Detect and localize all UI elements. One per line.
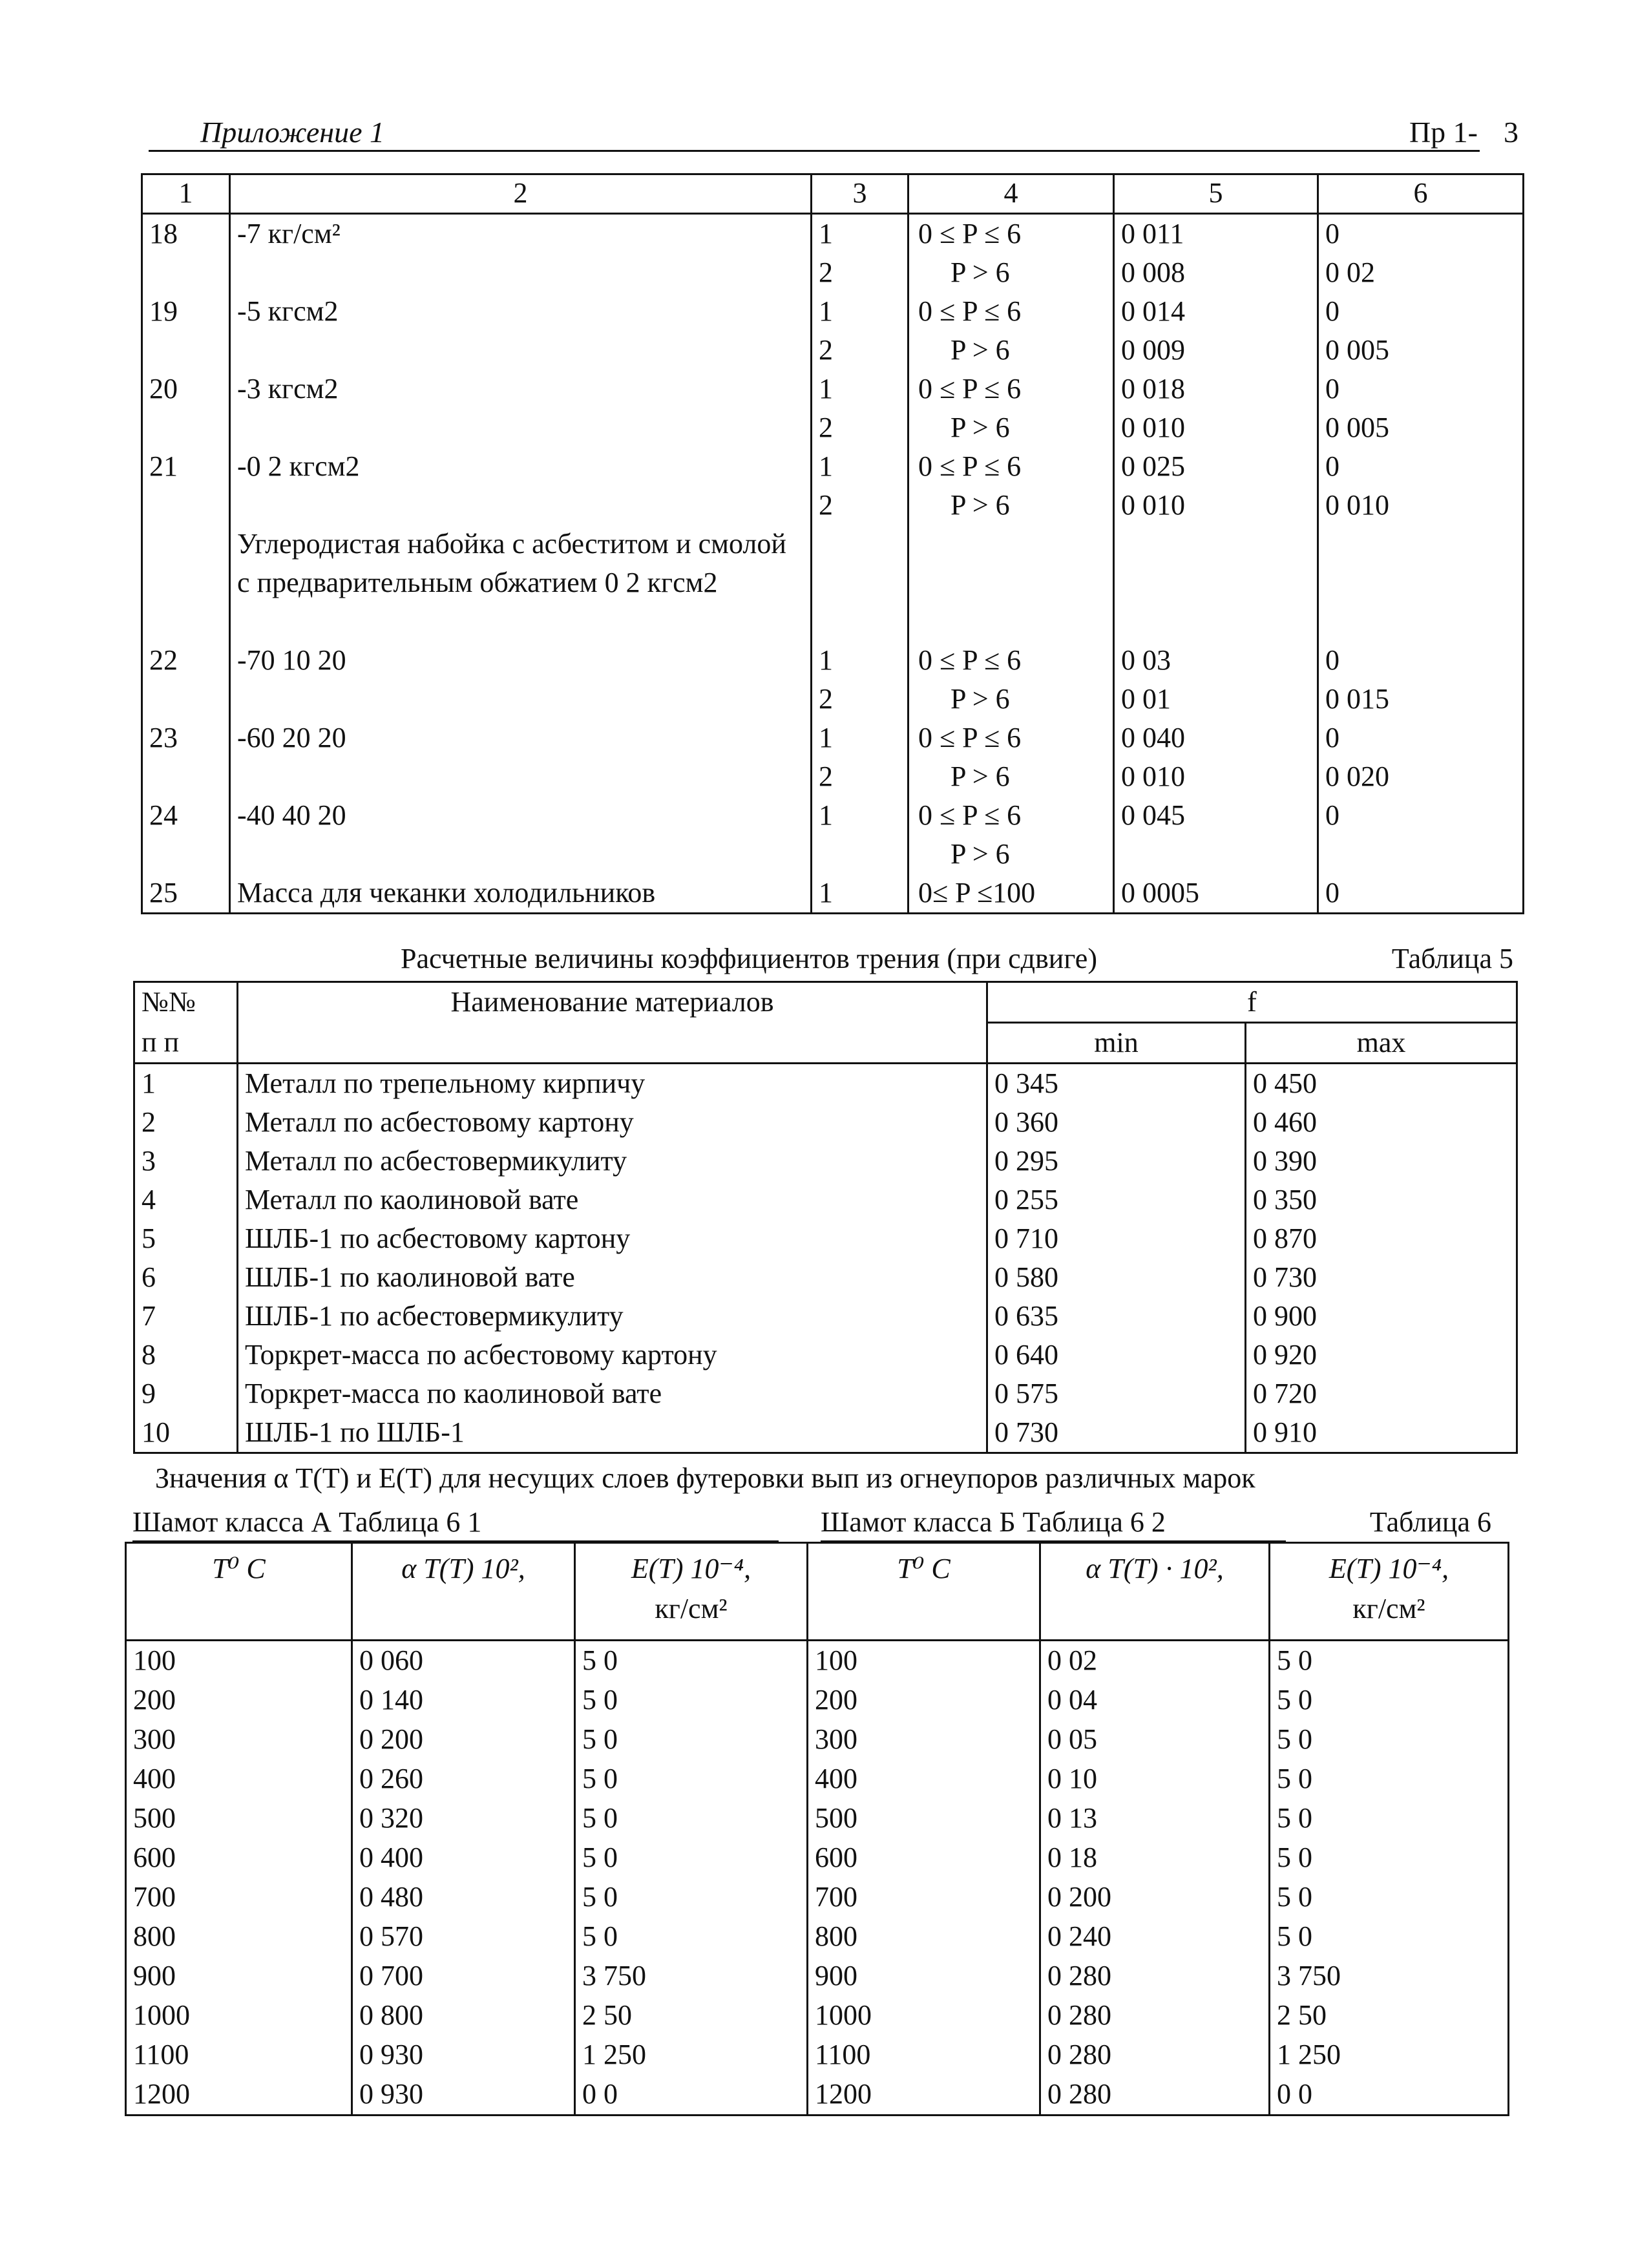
coefficient-b: 0 005 bbox=[1318, 408, 1524, 447]
f-max: 0 730 bbox=[1246, 1258, 1517, 1297]
temperature-b: 600 bbox=[808, 1838, 1040, 1878]
row-number bbox=[142, 680, 230, 719]
row-number: 22 bbox=[142, 641, 230, 680]
pressure-range: P > 6 bbox=[909, 253, 1114, 292]
coefficient-a: 0 009 bbox=[1114, 331, 1318, 370]
temperature-b: 500 bbox=[808, 1799, 1040, 1838]
f-max: 0 900 bbox=[1246, 1297, 1517, 1336]
table-header-row bbox=[126, 1543, 1509, 1641]
modulus-a: 5 0 bbox=[575, 1878, 808, 1917]
head-e-a-text: E(T) 10⁻⁴, bbox=[631, 1553, 751, 1584]
head-alpha-b: α T(T) · 10², bbox=[1040, 1543, 1270, 1641]
modulus-b: 5 0 bbox=[1270, 1641, 1509, 1681]
head-f: f bbox=[987, 982, 1517, 1023]
temperature-a: 100 bbox=[126, 1641, 352, 1681]
temperature-a: 500 bbox=[126, 1799, 352, 1838]
table6-label: Таблица 6 bbox=[1369, 1506, 1491, 1538]
row-number bbox=[142, 757, 230, 796]
head-max: max bbox=[1246, 1023, 1517, 1064]
table-row bbox=[142, 486, 1524, 525]
temperature-a: 1100 bbox=[126, 2035, 352, 2075]
table-row bbox=[134, 1336, 1517, 1374]
modulus-a: 0 0 bbox=[575, 2075, 808, 2116]
table-row bbox=[142, 370, 1524, 408]
head-min: min bbox=[987, 1023, 1246, 1064]
coefficient-a bbox=[1114, 525, 1318, 641]
row-number bbox=[142, 486, 230, 525]
material-name bbox=[230, 757, 812, 796]
table-row bbox=[142, 525, 1524, 641]
mode-index: 1 bbox=[812, 370, 909, 408]
table-row bbox=[142, 214, 1524, 254]
coefficient-b bbox=[1318, 835, 1524, 874]
table-row bbox=[126, 1720, 1509, 1759]
row-number: 21 bbox=[142, 447, 230, 486]
pressure-range: P > 6 bbox=[909, 680, 1114, 719]
f-max: 0 720 bbox=[1246, 1374, 1517, 1413]
table-row bbox=[142, 796, 1524, 835]
table-row bbox=[126, 1917, 1509, 1957]
head-temp-b: T⁰ C bbox=[808, 1543, 1040, 1641]
modulus-b: 1 250 bbox=[1270, 2035, 1509, 2075]
modulus-b: 5 0 bbox=[1270, 1720, 1509, 1759]
modulus-a: 5 0 bbox=[575, 1759, 808, 1799]
pressure-range: P > 6 bbox=[909, 331, 1114, 370]
table-row bbox=[134, 1103, 1517, 1142]
temperature-a: 800 bbox=[126, 1917, 352, 1957]
f-max: 0 450 bbox=[1246, 1064, 1517, 1104]
alpha-a: 0 700 bbox=[352, 1957, 575, 1996]
header-rule bbox=[149, 150, 1480, 152]
coefficient-a: 0 011 bbox=[1114, 214, 1318, 254]
f-max: 0 390 bbox=[1246, 1142, 1517, 1181]
temperature-a: 900 bbox=[126, 1957, 352, 1996]
row-number: 8 bbox=[134, 1336, 238, 1374]
table-row bbox=[126, 1681, 1509, 1720]
head-name: Наименование материалов bbox=[238, 982, 987, 1023]
temperature-a: 400 bbox=[126, 1759, 352, 1799]
temperature-b: 800 bbox=[808, 1917, 1040, 1957]
col-header-4: 4 bbox=[909, 174, 1114, 214]
thermal-properties-table bbox=[125, 1542, 1509, 2116]
coefficient-a: 0 010 bbox=[1114, 408, 1318, 447]
temperature-a: 200 bbox=[126, 1681, 352, 1720]
coefficient-b: 0 bbox=[1318, 214, 1524, 254]
material-name: Углеродистая набойка с асбеститом и смолой с предварительным обжатием 0 2 кгсм2 bbox=[230, 525, 812, 641]
temperature-b: 1200 bbox=[808, 2075, 1040, 2116]
mode-index: 2 bbox=[812, 680, 909, 719]
table-header-row bbox=[142, 174, 1524, 214]
f-max: 0 460 bbox=[1246, 1103, 1517, 1142]
mode-index: 1 bbox=[812, 874, 909, 914]
material-name: -3 кгсм2 bbox=[230, 370, 812, 408]
alpha-b: 0 240 bbox=[1040, 1917, 1270, 1957]
row-number: 23 bbox=[142, 719, 230, 757]
coefficient-b: 0 bbox=[1318, 874, 1524, 914]
f-min: 0 255 bbox=[987, 1181, 1246, 1219]
head-num-2: п п bbox=[134, 1023, 238, 1064]
mode-index: 1 bbox=[812, 214, 909, 254]
material-pair: Торкрет-масса по каолиновой вате bbox=[238, 1374, 987, 1413]
modulus-a: 5 0 bbox=[575, 1720, 808, 1759]
coefficient-b: 0 02 bbox=[1318, 253, 1524, 292]
col-header-2: 2 bbox=[230, 174, 812, 214]
coefficient-b: 0 bbox=[1318, 370, 1524, 408]
material-pair: Металл по каолиновой вате bbox=[238, 1181, 987, 1219]
table-row bbox=[126, 2035, 1509, 2075]
table-row bbox=[126, 1799, 1509, 1838]
pressure-range: 0 ≤ P ≤ 6 bbox=[909, 292, 1114, 331]
table-row bbox=[126, 1759, 1509, 1799]
pressure-range: P > 6 bbox=[909, 835, 1114, 874]
table-row bbox=[134, 1142, 1517, 1181]
f-min: 0 345 bbox=[987, 1064, 1246, 1104]
pressure-range: 0≤ P ≤100 bbox=[909, 874, 1114, 914]
page-number: 3 bbox=[1504, 116, 1518, 149]
f-min: 0 730 bbox=[987, 1413, 1246, 1453]
mode-index: 2 bbox=[812, 253, 909, 292]
page-ref-label: Пр 1- bbox=[1409, 116, 1478, 149]
row-number: 9 bbox=[134, 1374, 238, 1413]
table-row bbox=[142, 253, 1524, 292]
row-number: 2 bbox=[134, 1103, 238, 1142]
modulus-a: 5 0 bbox=[575, 1917, 808, 1957]
alpha-b: 0 10 bbox=[1040, 1759, 1270, 1799]
head-e-a bbox=[575, 1543, 808, 1641]
modulus-a: 5 0 bbox=[575, 1799, 808, 1838]
material-pair: Металл по асбестовому картону bbox=[238, 1103, 987, 1142]
coefficient-a: 0 03 bbox=[1114, 641, 1318, 680]
table-row bbox=[126, 1878, 1509, 1917]
row-number: 1 bbox=[134, 1064, 238, 1104]
temperature-a: 300 bbox=[126, 1720, 352, 1759]
alpha-b: 0 13 bbox=[1040, 1799, 1270, 1838]
coefficient-b: 0 bbox=[1318, 447, 1524, 486]
temperature-a: 600 bbox=[126, 1838, 352, 1878]
coefficient-a: 0 010 bbox=[1114, 757, 1318, 796]
material-name bbox=[230, 331, 812, 370]
row-number bbox=[142, 835, 230, 874]
mode-index: 2 bbox=[812, 757, 909, 796]
mode-index bbox=[812, 835, 909, 874]
material-name: -70 10 20 bbox=[230, 641, 812, 680]
coefficient-a: 0 018 bbox=[1114, 370, 1318, 408]
material-name bbox=[230, 408, 812, 447]
alpha-a: 0 930 bbox=[352, 2075, 575, 2116]
table-row bbox=[134, 1413, 1517, 1453]
pressure-range bbox=[909, 525, 1114, 641]
f-min: 0 580 bbox=[987, 1258, 1246, 1297]
modulus-a: 1 250 bbox=[575, 2035, 808, 2075]
coefficient-a bbox=[1114, 835, 1318, 874]
alpha-b: 0 280 bbox=[1040, 1957, 1270, 1996]
table-row bbox=[126, 1641, 1509, 1681]
temperature-a: 1000 bbox=[126, 1996, 352, 2035]
table-row bbox=[134, 1181, 1517, 1219]
material-name: -0 2 кгсм2 bbox=[230, 447, 812, 486]
material-name: Масса для чеканки холодильников bbox=[230, 874, 812, 914]
mode-index: 1 bbox=[812, 292, 909, 331]
row-number: 4 bbox=[134, 1181, 238, 1219]
coefficient-b: 0 005 bbox=[1318, 331, 1524, 370]
mode-index: 1 bbox=[812, 447, 909, 486]
coefficient-a: 0 008 bbox=[1114, 253, 1318, 292]
row-number: 6 bbox=[134, 1258, 238, 1297]
pressure-range: 0 ≤ P ≤ 6 bbox=[909, 641, 1114, 680]
alpha-a: 0 260 bbox=[352, 1759, 575, 1799]
modulus-a: 2 50 bbox=[575, 1996, 808, 2035]
material-name bbox=[230, 835, 812, 874]
friction-coefficients-table bbox=[133, 981, 1518, 1454]
col-header-6: 6 bbox=[1318, 174, 1524, 214]
row-number: 10 bbox=[134, 1413, 238, 1453]
table-row bbox=[126, 1996, 1509, 2035]
alpha-a: 0 320 bbox=[352, 1799, 575, 1838]
alpha-b: 0 280 bbox=[1040, 1996, 1270, 2035]
alpha-a: 0 480 bbox=[352, 1878, 575, 1917]
material-pair: Торкрет-масса по асбестовому картону bbox=[238, 1336, 987, 1374]
modulus-b: 5 0 bbox=[1270, 1681, 1509, 1720]
alpha-b: 0 04 bbox=[1040, 1681, 1270, 1720]
pressure-range: 0 ≤ P ≤ 6 bbox=[909, 719, 1114, 757]
table-header-row bbox=[134, 982, 1517, 1023]
alpha-a: 0 060 bbox=[352, 1641, 575, 1681]
table-row bbox=[142, 719, 1524, 757]
table-subheader-row bbox=[134, 1023, 1517, 1064]
material-name bbox=[230, 680, 812, 719]
modulus-b: 2 50 bbox=[1270, 1996, 1509, 2035]
temperature-b: 900 bbox=[808, 1957, 1040, 1996]
pressure-range: 0 ≤ P ≤ 6 bbox=[909, 214, 1114, 254]
alpha-a: 0 800 bbox=[352, 1996, 575, 2035]
col-header-5: 5 bbox=[1114, 174, 1318, 214]
material-name: -60 20 20 bbox=[230, 719, 812, 757]
mode-index bbox=[812, 525, 909, 641]
table6-caption-text: Значения α T(T) и E(T) для несущих слоев футеровки вып из огнеупоров различных марок bbox=[155, 1462, 1255, 1494]
table-row bbox=[126, 2075, 1509, 2116]
table-row bbox=[142, 680, 1524, 719]
material-name: -5 кгсм2 bbox=[230, 292, 812, 331]
material-pair: Металл по асбестовермикулиту bbox=[238, 1142, 987, 1181]
row-number: 24 bbox=[142, 796, 230, 835]
pressure-range: P > 6 bbox=[909, 757, 1114, 796]
coefficient-b: 0 020 bbox=[1318, 757, 1524, 796]
page-header bbox=[149, 110, 1518, 155]
material-name bbox=[230, 253, 812, 292]
f-min: 0 360 bbox=[987, 1103, 1246, 1142]
material-pair: ШЛБ-1 по асбестовермикулиту bbox=[238, 1297, 987, 1336]
head-name-blank bbox=[238, 1023, 987, 1064]
table-row bbox=[142, 408, 1524, 447]
alpha-b: 0 280 bbox=[1040, 2075, 1270, 2116]
f-max: 0 350 bbox=[1246, 1181, 1517, 1219]
alpha-a: 0 930 bbox=[352, 2035, 575, 2075]
table-row bbox=[142, 641, 1524, 680]
f-min: 0 575 bbox=[987, 1374, 1246, 1413]
table-row bbox=[126, 1957, 1509, 1996]
temperature-b: 100 bbox=[808, 1641, 1040, 1681]
table-row bbox=[134, 1374, 1517, 1413]
modulus-b: 5 0 bbox=[1270, 1799, 1509, 1838]
material-pair: ШЛБ-1 по каолиновой вате bbox=[238, 1258, 987, 1297]
table5-caption: Расчетные величины коэффициентов трения (при сдвиге) bbox=[401, 943, 1097, 974]
f-max: 0 920 bbox=[1246, 1336, 1517, 1374]
alpha-a: 0 400 bbox=[352, 1838, 575, 1878]
table-row bbox=[142, 835, 1524, 874]
table-row bbox=[142, 874, 1524, 914]
row-number: 19 bbox=[142, 292, 230, 331]
row-number: 20 bbox=[142, 370, 230, 408]
coefficient-b: 0 bbox=[1318, 292, 1524, 331]
alpha-b: 0 280 bbox=[1040, 2035, 1270, 2075]
page-reference bbox=[1409, 115, 1518, 149]
material-pair: Металл по трепельному кирпичу bbox=[238, 1064, 987, 1104]
coefficient-b: 0 bbox=[1318, 641, 1524, 680]
pressure-range: 0 ≤ P ≤ 6 bbox=[909, 447, 1114, 486]
table-row bbox=[134, 1064, 1517, 1104]
head-e-b-text: E(T) 10⁻⁴, bbox=[1329, 1553, 1449, 1584]
head-num: №№ bbox=[134, 982, 238, 1023]
coefficient-a: 0 045 bbox=[1114, 796, 1318, 835]
temperature-a: 700 bbox=[126, 1878, 352, 1917]
mode-index: 1 bbox=[812, 641, 909, 680]
table-row bbox=[142, 447, 1524, 486]
appendix-title: Приложение 1 bbox=[200, 116, 385, 149]
temperature-b: 200 bbox=[808, 1681, 1040, 1720]
table5-label: Таблица 5 bbox=[1391, 943, 1513, 974]
head-e-b-unit: кг/см² bbox=[1352, 1593, 1425, 1624]
pressure-range: 0 ≤ P ≤ 6 bbox=[909, 370, 1114, 408]
modulus-b: 3 750 bbox=[1270, 1957, 1509, 1996]
modulus-b: 5 0 bbox=[1270, 1759, 1509, 1799]
head-temp-a: T⁰ C bbox=[126, 1543, 352, 1641]
coefficient-b: 0 015 bbox=[1318, 680, 1524, 719]
table-row bbox=[142, 292, 1524, 331]
alpha-b: 0 18 bbox=[1040, 1838, 1270, 1878]
coefficient-a: 0 010 bbox=[1114, 486, 1318, 525]
friction-table-continued bbox=[141, 173, 1524, 914]
alpha-a: 0 570 bbox=[352, 1917, 575, 1957]
col-header-1: 1 bbox=[142, 174, 230, 214]
head-alpha-a: α T(T) 10², bbox=[352, 1543, 575, 1641]
table-row bbox=[142, 757, 1524, 796]
coefficient-a: 0 040 bbox=[1114, 719, 1318, 757]
f-max: 0 910 bbox=[1246, 1413, 1517, 1453]
table6-sub-a: Шамот класса А Таблица 6 1 bbox=[132, 1506, 482, 1538]
row-number: 7 bbox=[134, 1297, 238, 1336]
pressure-range: P > 6 bbox=[909, 486, 1114, 525]
table6-caption bbox=[155, 1462, 1255, 1495]
modulus-b: 5 0 bbox=[1270, 1878, 1509, 1917]
coefficient-a: 0 0005 bbox=[1114, 874, 1318, 914]
row-number bbox=[142, 408, 230, 447]
mode-index: 1 bbox=[812, 719, 909, 757]
coefficient-a: 0 014 bbox=[1114, 292, 1318, 331]
coefficient-b: 0 bbox=[1318, 796, 1524, 835]
row-number bbox=[142, 253, 230, 292]
alpha-a: 0 200 bbox=[352, 1720, 575, 1759]
material-pair: ШЛБ-1 по асбестовому картону bbox=[238, 1219, 987, 1258]
coefficient-b: 0 010 bbox=[1318, 486, 1524, 525]
row-number: 25 bbox=[142, 874, 230, 914]
modulus-b: 0 0 bbox=[1270, 2075, 1509, 2116]
coefficient-a: 0 025 bbox=[1114, 447, 1318, 486]
temperature-a: 1200 bbox=[126, 2075, 352, 2116]
f-min: 0 710 bbox=[987, 1219, 1246, 1258]
pressure-range: P > 6 bbox=[909, 408, 1114, 447]
material-name bbox=[230, 486, 812, 525]
temperature-b: 400 bbox=[808, 1759, 1040, 1799]
row-number: 18 bbox=[142, 214, 230, 254]
f-min: 0 640 bbox=[987, 1336, 1246, 1374]
mode-index: 2 bbox=[812, 331, 909, 370]
table-row bbox=[134, 1219, 1517, 1258]
f-min: 0 635 bbox=[987, 1297, 1246, 1336]
modulus-a: 3 750 bbox=[575, 1957, 808, 1996]
material-name: -40 40 20 bbox=[230, 796, 812, 835]
coefficient-b: 0 bbox=[1318, 719, 1524, 757]
table-row bbox=[134, 1258, 1517, 1297]
row-number bbox=[142, 525, 230, 641]
modulus-b: 5 0 bbox=[1270, 1917, 1509, 1957]
material-pair: ШЛБ-1 по ШЛБ-1 bbox=[238, 1413, 987, 1453]
mode-index: 2 bbox=[812, 408, 909, 447]
row-number bbox=[142, 331, 230, 370]
mode-index: 2 bbox=[812, 486, 909, 525]
modulus-b: 5 0 bbox=[1270, 1838, 1509, 1878]
alpha-b: 0 200 bbox=[1040, 1878, 1270, 1917]
coefficient-b bbox=[1318, 525, 1524, 641]
temperature-b: 300 bbox=[808, 1720, 1040, 1759]
coefficient-a: 0 01 bbox=[1114, 680, 1318, 719]
pressure-range: 0 ≤ P ≤ 6 bbox=[909, 796, 1114, 835]
modulus-a: 5 0 bbox=[575, 1641, 808, 1681]
alpha-a: 0 140 bbox=[352, 1681, 575, 1720]
alpha-b: 0 05 bbox=[1040, 1720, 1270, 1759]
temperature-b: 1100 bbox=[808, 2035, 1040, 2075]
table-row bbox=[142, 331, 1524, 370]
temperature-b: 1000 bbox=[808, 1996, 1040, 2035]
head-e-a-unit: кг/см² bbox=[655, 1593, 728, 1624]
head-e-b bbox=[1270, 1543, 1509, 1641]
row-number: 3 bbox=[134, 1142, 238, 1181]
table6-sub-b: Шамот класса Б Таблица 6 2 bbox=[821, 1506, 1166, 1538]
table-row bbox=[134, 1297, 1517, 1336]
table-row bbox=[126, 1838, 1509, 1878]
modulus-a: 5 0 bbox=[575, 1838, 808, 1878]
f-max: 0 870 bbox=[1246, 1219, 1517, 1258]
alpha-b: 0 02 bbox=[1040, 1641, 1270, 1681]
temperature-b: 700 bbox=[808, 1878, 1040, 1917]
mode-index: 1 bbox=[812, 796, 909, 835]
f-min: 0 295 bbox=[987, 1142, 1246, 1181]
modulus-a: 5 0 bbox=[575, 1681, 808, 1720]
col-header-3: 3 bbox=[812, 174, 909, 214]
material-name: -7 кг/см² bbox=[230, 214, 812, 254]
row-number: 5 bbox=[134, 1219, 238, 1258]
